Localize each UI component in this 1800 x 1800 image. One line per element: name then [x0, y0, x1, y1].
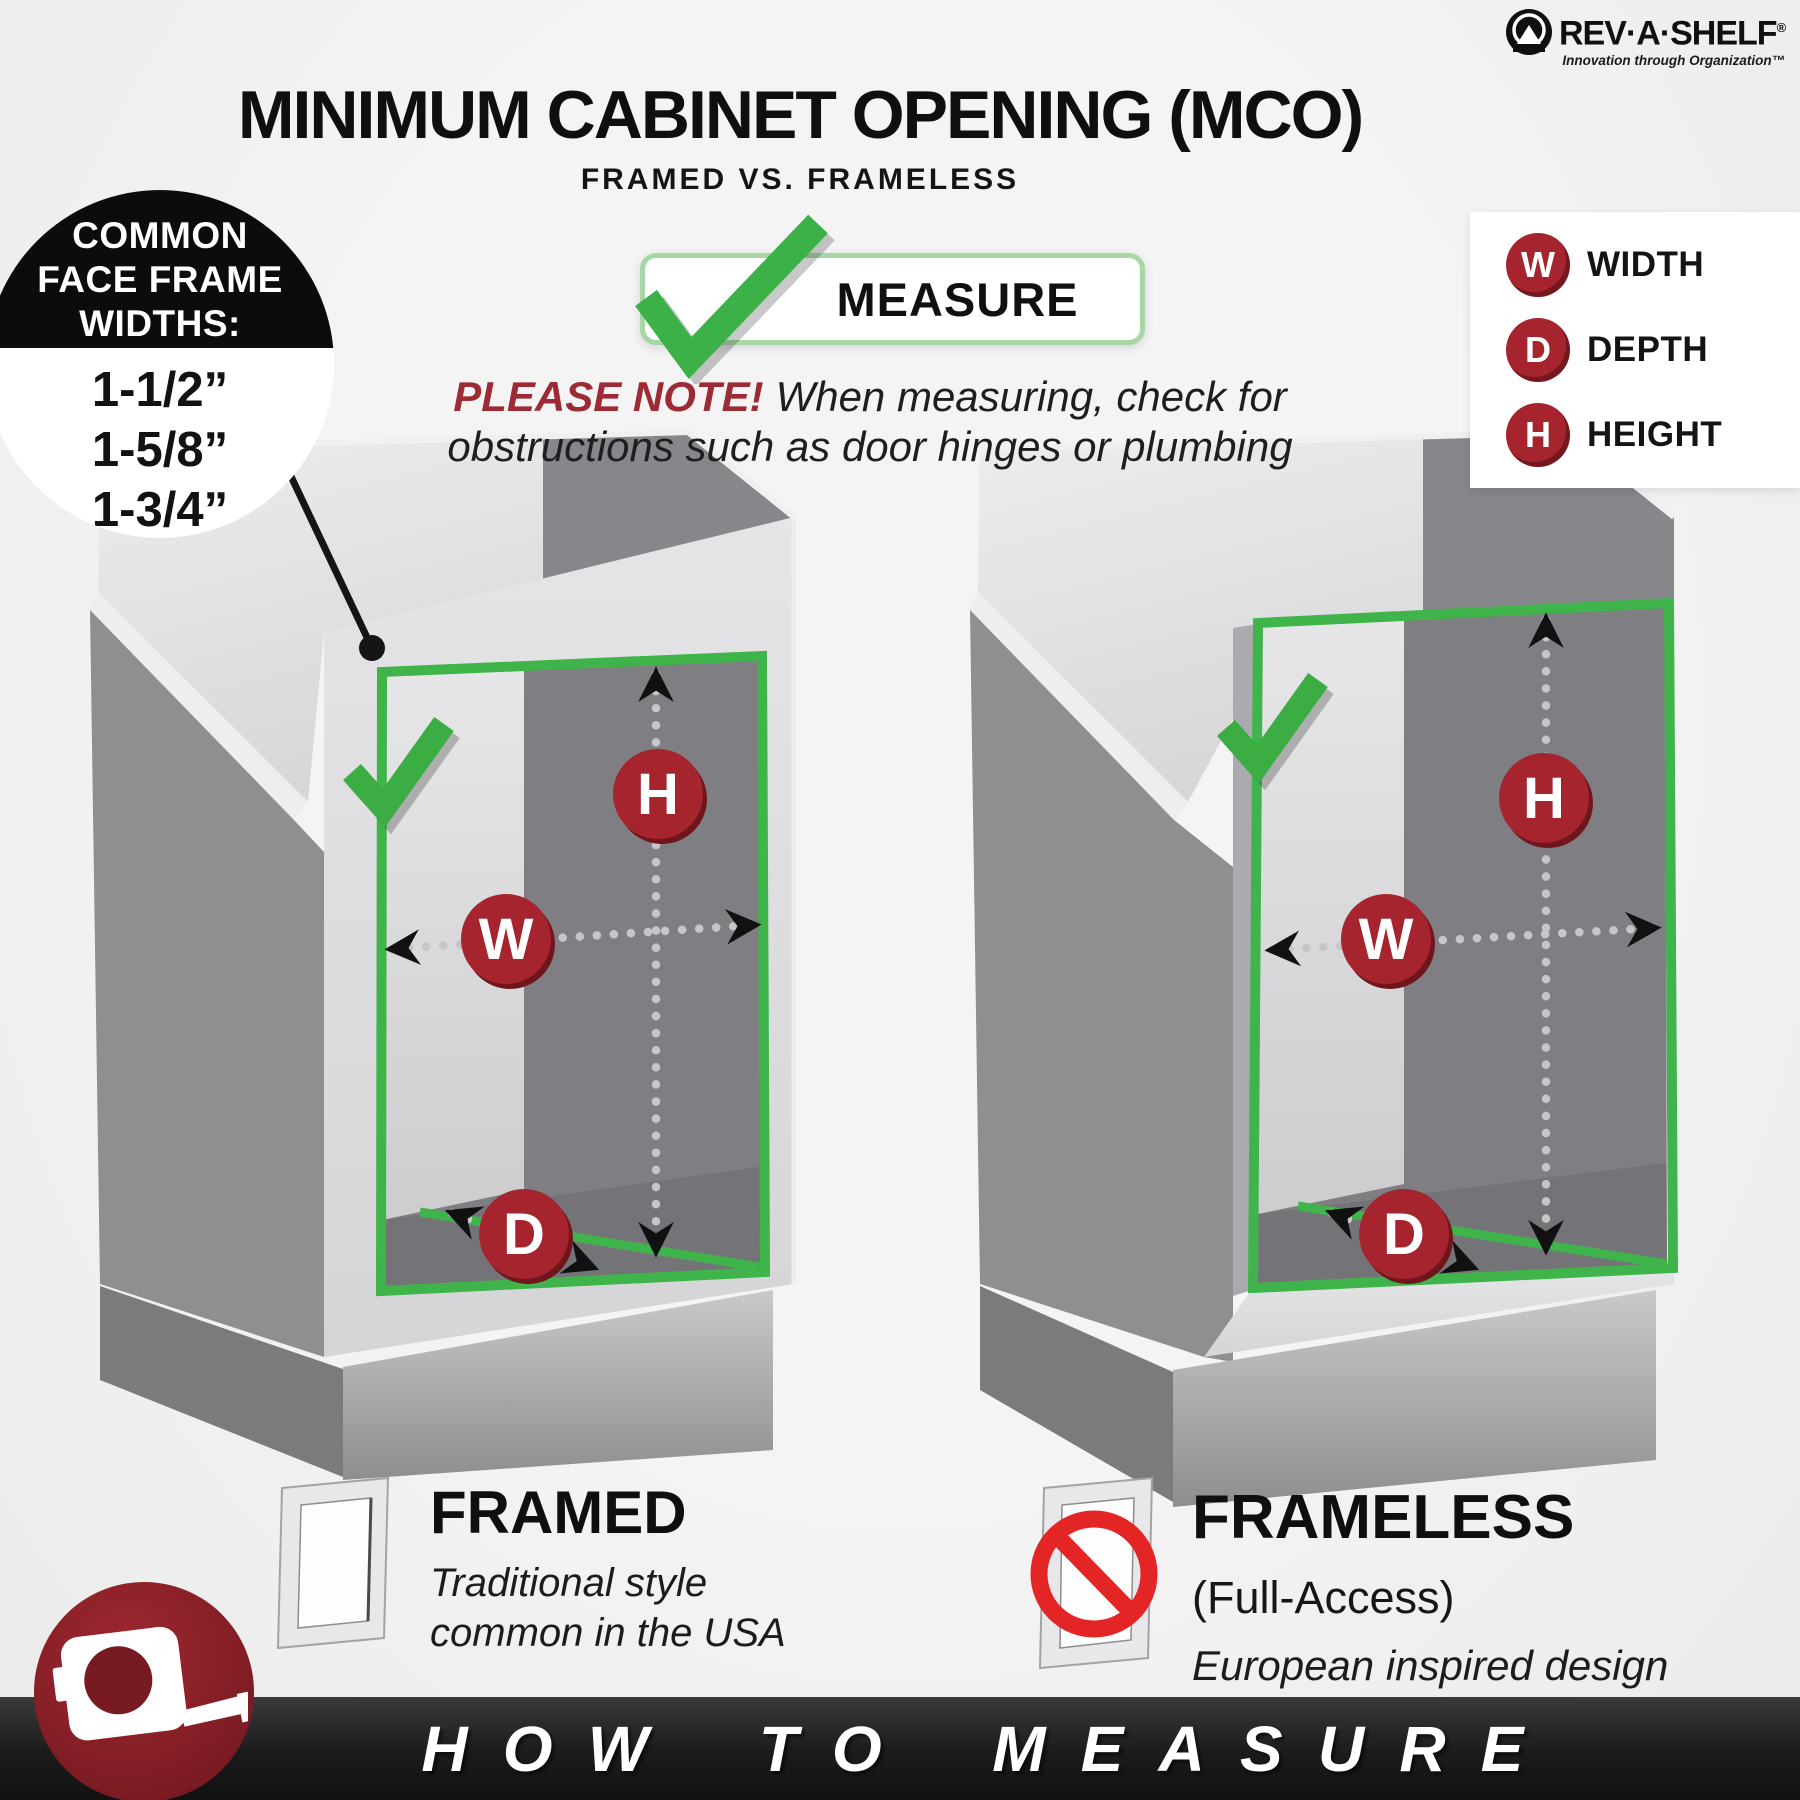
depth-letter: D: [1383, 1202, 1425, 1267]
cabinet-box: [88, 432, 794, 1480]
framed-desc-line2: common in the USA: [430, 1611, 786, 1655]
width-letter: W: [478, 907, 534, 972]
revashelf-logo-icon: [1505, 8, 1553, 56]
frameless-cabinet-illustration: [968, 422, 1688, 1512]
width-letter: W: [1358, 907, 1414, 972]
revashelf-logo: [1505, 8, 1797, 68]
depth-letter-icon: D: [1506, 318, 1570, 382]
measure-button-label: MEASURE: [836, 272, 1079, 326]
framed-cabinet-icon: [276, 1476, 394, 1652]
width-value: 1-3/4”: [91, 483, 229, 537]
note-line1-rest: When measuring, check for: [775, 373, 1287, 420]
legend-row-width: [1506, 233, 1800, 297]
legend-row-depth: [1506, 318, 1800, 382]
frameless-title: FRAMELESS: [1192, 1483, 1575, 1552]
badge-heading-line3: WIDTHS:: [79, 303, 241, 344]
face-frame-widths-badge: [0, 190, 334, 538]
legend-label: HEIGHT: [1587, 415, 1723, 454]
width-value: 1-1/2”: [91, 363, 229, 417]
height-letter: H: [1523, 766, 1565, 831]
depth-letter: D: [503, 1202, 545, 1267]
badge-heading-line1: COMMON: [72, 215, 248, 256]
measure-check-icon: [630, 212, 835, 384]
cabinet-box: [968, 432, 1674, 1507]
wdh-legend: [1470, 212, 1800, 488]
tape-measure-icon: [48, 1618, 248, 1768]
width-value: 1-5/8”: [91, 423, 229, 477]
how-to-measure-bar: [0, 1697, 1800, 1800]
how-to-measure-label: HOW TO MEASURE: [421, 1712, 1559, 1785]
legend-row-height: [1506, 403, 1800, 467]
page-subtitle: FRAMED VS. FRAMELESS: [580, 163, 1020, 196]
legend-label: DEPTH: [1587, 330, 1709, 369]
framed-description: [430, 1558, 786, 1658]
registered-mark: ®: [1776, 20, 1786, 35]
framed-cabinet-illustration: [88, 422, 808, 1512]
badge-heading-line2: FACE FRAME: [37, 259, 283, 300]
tape-measure-badge: [34, 1582, 254, 1800]
height-letter-icon: H: [1506, 403, 1570, 467]
frameless-description: European inspired design: [1192, 1642, 1669, 1689]
frameless-subtitle: (Full-Access): [1192, 1572, 1455, 1623]
logo-tagline: Innovation through Organization™: [1562, 53, 1786, 69]
logo-brand-text: REV·A·SHELF®: [1559, 14, 1786, 53]
framed-title: FRAMED: [430, 1479, 687, 1546]
legend-label: WIDTH: [1587, 245, 1705, 284]
framed-desc-line1: Traditional style: [430, 1561, 708, 1605]
note-line2: obstructions such as door hinges or plumbing: [447, 423, 1293, 470]
badge-heading: [0, 214, 334, 346]
width-letter-icon: W: [1506, 233, 1570, 297]
page-title: MINIMUM CABINET OPENING (MCO): [237, 77, 1363, 153]
note-highlight: PLEASE NOTE!: [453, 373, 764, 420]
frameless-cabinet-icon: [1030, 1472, 1170, 1682]
height-letter: H: [637, 762, 679, 827]
